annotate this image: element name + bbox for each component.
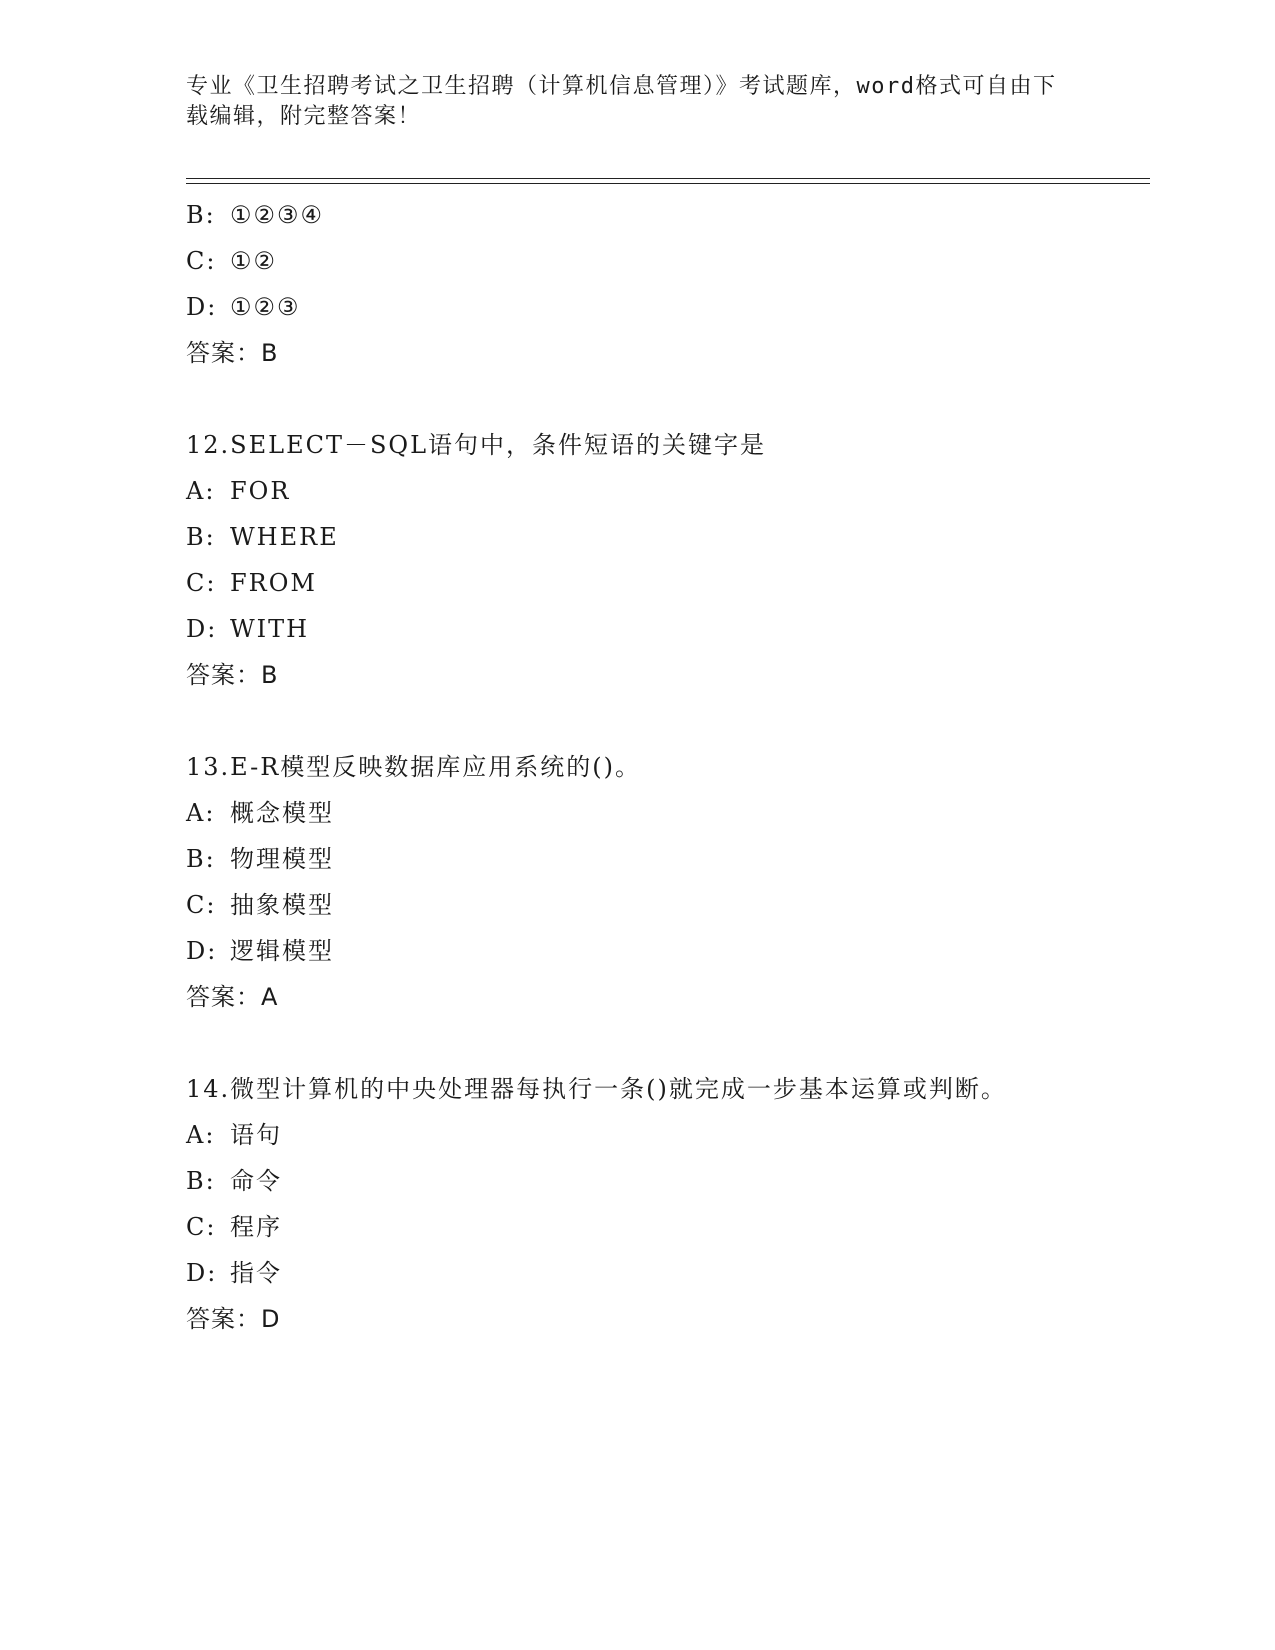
option-d — [186, 1250, 1150, 1296]
option-label: A: — [186, 1121, 216, 1149]
answer: 答案：A — [186, 983, 279, 1011]
option-text: WHERE — [230, 523, 339, 551]
option-text: WITH — [230, 615, 310, 643]
option-b — [186, 514, 1150, 560]
option-b — [186, 192, 1150, 238]
option-text: 逻辑模型 — [230, 937, 334, 965]
question-13-block — [186, 744, 1150, 1020]
option-text: FOR — [230, 477, 291, 505]
question-text: 12.SELECT－SQL语句中，条件短语的关键字是 — [186, 431, 767, 459]
option-a — [186, 1112, 1150, 1158]
option-text: 抽象模型 — [230, 891, 334, 919]
option-text: 命令 — [230, 1167, 282, 1195]
option-text: ①② — [230, 247, 278, 275]
option-label: C: — [186, 1213, 217, 1241]
option-c — [186, 238, 1150, 284]
option-label: D: — [186, 615, 218, 643]
option-label: C: — [186, 569, 217, 597]
question-12-block — [186, 422, 1150, 698]
question-11-block — [186, 192, 1150, 376]
option-label: A: — [186, 799, 216, 827]
option-b — [186, 1158, 1150, 1204]
option-label: C: — [186, 247, 217, 275]
option-label: A: — [186, 477, 216, 505]
option-label: C: — [186, 891, 217, 919]
option-a — [186, 790, 1150, 836]
option-text: 指令 — [230, 1259, 282, 1287]
option-label: D: — [186, 937, 218, 965]
option-text: 语句 — [230, 1121, 282, 1149]
option-b — [186, 836, 1150, 882]
option-c — [186, 882, 1150, 928]
document-header: 专业《卫生招聘考试之卫生招聘（计算机信息管理）》考试题库，word格式可自由下载编辑，附完整答案！ — [186, 74, 1057, 129]
answer: 答案：B — [186, 661, 279, 689]
header-divider-bottom — [186, 183, 1150, 184]
option-label: B: — [186, 523, 216, 551]
question-list — [186, 192, 1150, 1342]
option-label: B: — [186, 201, 216, 229]
option-d — [186, 928, 1150, 974]
answer: 答案：B — [186, 339, 279, 367]
option-text: ①②③ — [230, 293, 301, 321]
option-d — [186, 606, 1150, 652]
option-c — [186, 560, 1150, 606]
option-text: 概念模型 — [230, 799, 334, 827]
option-label: B: — [186, 1167, 216, 1195]
option-d — [186, 284, 1150, 330]
option-a — [186, 468, 1150, 514]
header-divider-top — [186, 178, 1150, 179]
option-label: D: — [186, 293, 218, 321]
option-label: D: — [186, 1259, 218, 1287]
option-text: 程序 — [230, 1213, 282, 1241]
option-text: ①②③④ — [230, 201, 325, 229]
option-text: 物理模型 — [230, 845, 334, 873]
question-text: 14.微型计算机的中央处理器每执行一条()就完成一步基本运算或判断。 — [186, 1075, 1007, 1103]
question-14-block — [186, 1066, 1150, 1342]
question-text: 13.E-R模型反映数据库应用系统的()。 — [186, 753, 642, 781]
option-label: B: — [186, 845, 216, 873]
option-c — [186, 1204, 1150, 1250]
option-text: FROM — [230, 569, 317, 597]
answer: 答案：D — [186, 1305, 281, 1333]
